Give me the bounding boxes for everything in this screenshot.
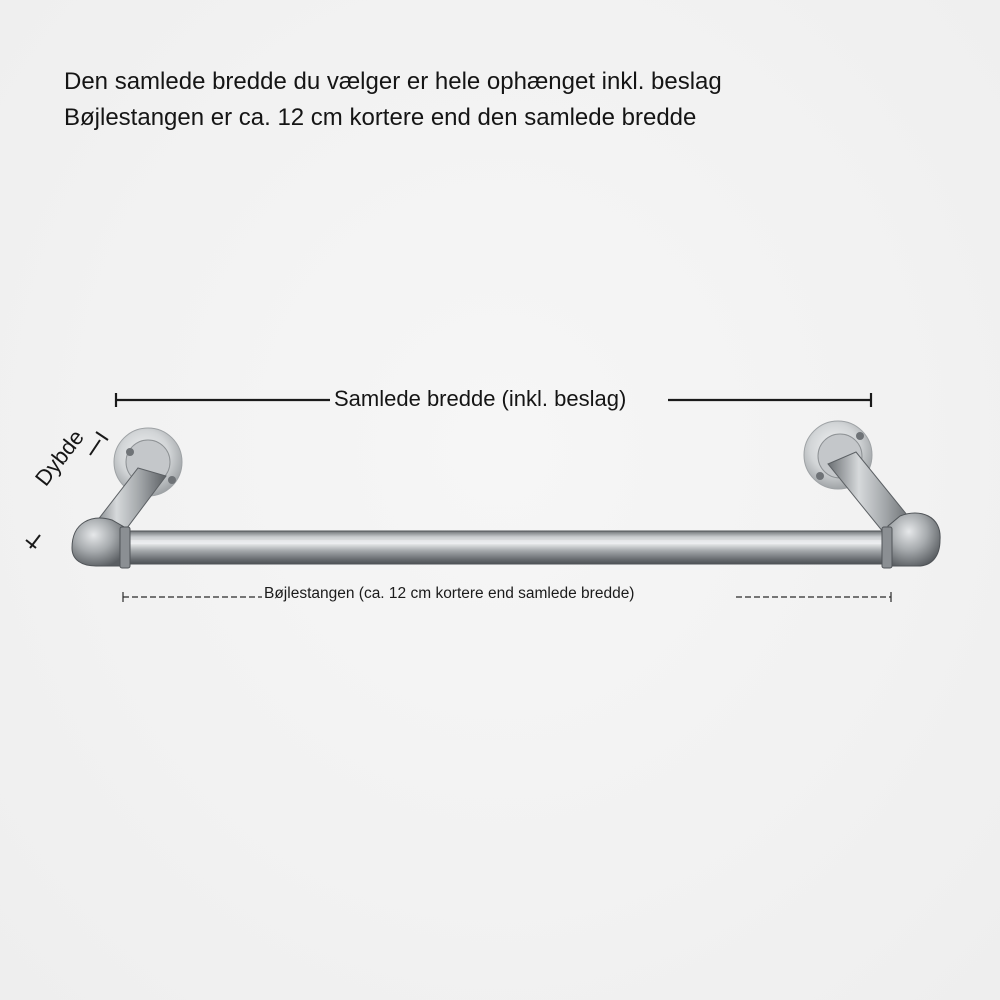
intro-line-bar-length: Bøjlestangen er ca. 12 cm kortere end den samlede bredde	[64, 104, 697, 131]
intro-line-total-width: Den samlede bredde du vælger er hele ophænget inkl. beslag	[64, 68, 722, 95]
bar-length-label: Bøjlestangen (ca. 12 cm kortere end samlede bredde)	[264, 585, 635, 602]
total-width-label: Samlede bredde (inkl. beslag)	[334, 386, 627, 411]
hanging-bar-pipe	[110, 531, 910, 564]
left-elbow-fitting	[72, 518, 130, 568]
depth-label: Dybde	[30, 424, 89, 491]
